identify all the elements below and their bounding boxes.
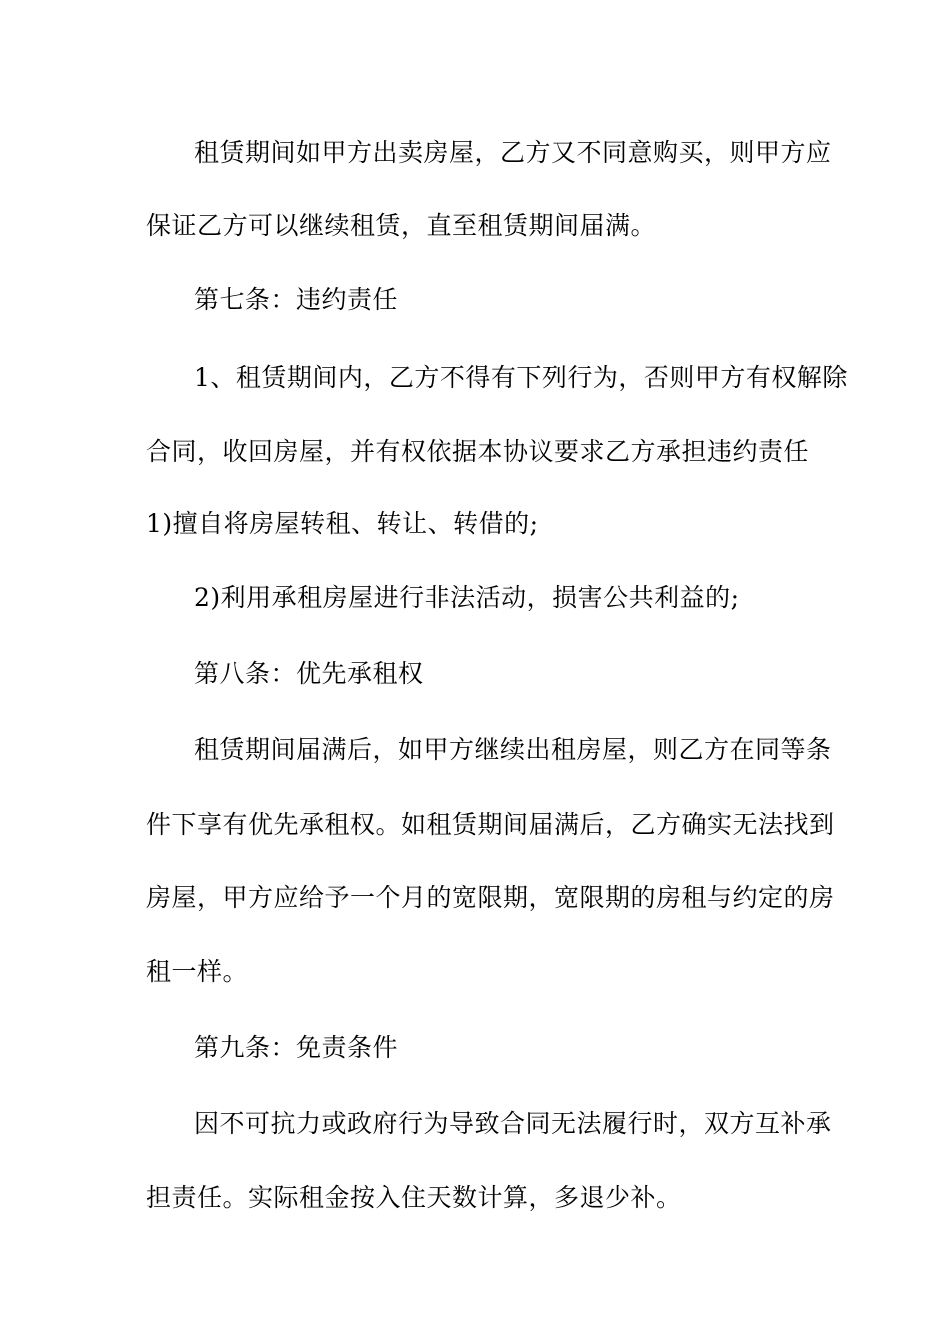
paragraph-line: 租赁期间届满后，如甲方继续出租房屋，则乙方在同等条 [194, 735, 832, 764]
paragraph-line: 件下享有优先承租权。如租赁期间届满后，乙方确实无法找到 [146, 810, 835, 839]
paragraph-line: 租一样。 [146, 957, 249, 986]
paragraph-line: 1、租赁期间内，乙方不得有下列行为，否则甲方有权解除 [194, 363, 848, 392]
section-heading: 第七条：违约责任 [194, 285, 399, 314]
paragraph-line: 房屋，甲方应给予一个月的宽限期，宽限期的房租与约定的房 [146, 883, 835, 912]
paragraph-line: 合同，收回房屋，并有权依据本协议要求乙方承担违约责任 [146, 437, 810, 466]
section-heading: 第九条：免责条件 [194, 1033, 399, 1062]
list-item: 1)擅自将房屋转租、转让、转借的; [146, 509, 539, 538]
section-heading: 第八条：优先承租权 [194, 659, 424, 688]
paragraph-line: 因不可抗力或政府行为导致合同无法履行时，双方互补承 [194, 1109, 832, 1138]
paragraph-line: 保证乙方可以继续租赁，直至租赁期间届满。 [146, 211, 657, 240]
paragraph-line: 担责任。实际租金按入住天数计算，多退少补。 [146, 1183, 682, 1212]
paragraph-line: 租赁期间如甲方出卖房屋，乙方又不同意购买，则甲方应 [194, 138, 832, 167]
list-item: 2)利用承租房屋进行非法活动，损害公共利益的; [194, 583, 740, 612]
